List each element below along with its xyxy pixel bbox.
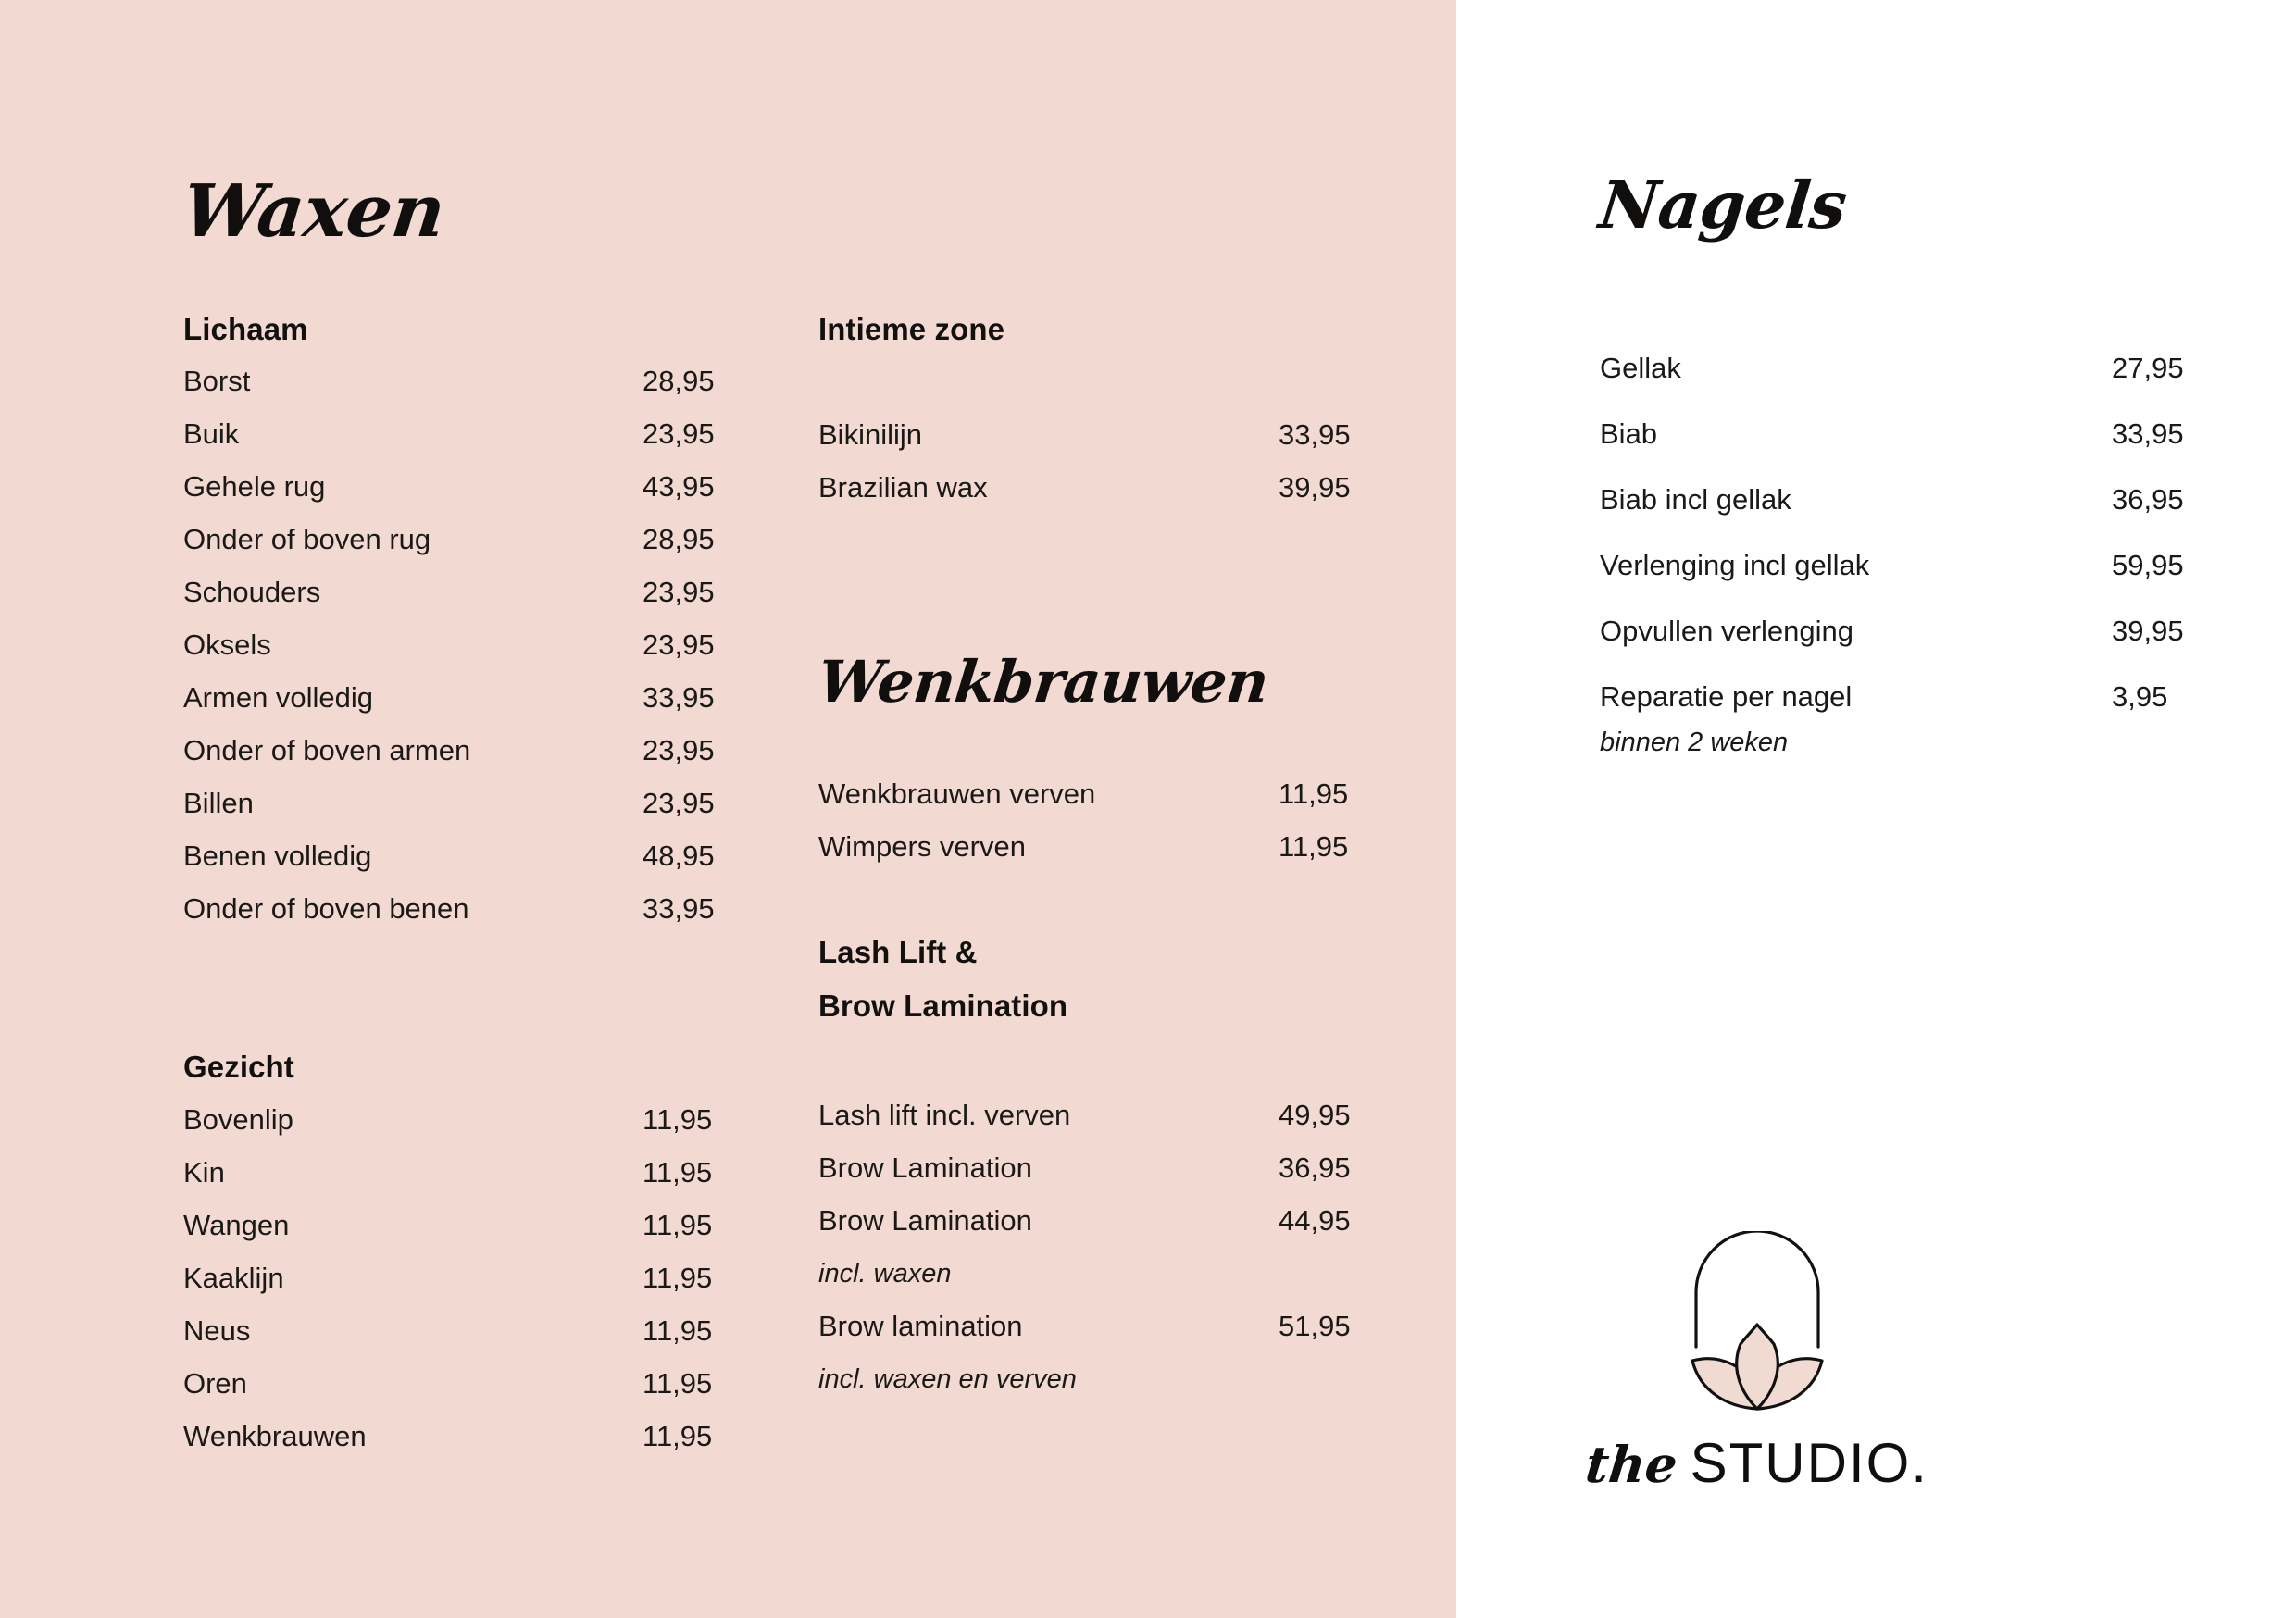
list-item — [183, 1365, 757, 1418]
lichaam-list — [183, 363, 757, 943]
list-item — [1600, 416, 2248, 481]
list-item — [818, 776, 1392, 828]
item-price: 11,95 — [643, 1156, 713, 1189]
item-price: 33,95 — [643, 681, 715, 714]
item-label: Gellak — [1600, 352, 1681, 384]
lash-lift-heading-line1: Lash Lift & — [818, 935, 978, 969]
item-price: 11,95 — [643, 1209, 713, 1241]
wenkbrauwen-list — [818, 776, 1392, 881]
logo-studio-text: STUDIO. — [1690, 1432, 1928, 1494]
item-price: 36,95 — [1279, 1151, 1351, 1184]
list-item — [183, 838, 757, 890]
item-price: 23,95 — [643, 734, 715, 766]
item-price: 23,95 — [643, 417, 715, 450]
item-price: 51,95 — [1279, 1310, 1351, 1342]
list-item — [183, 890, 757, 943]
item-label: Onder of boven benen — [183, 892, 469, 925]
list-item — [818, 469, 1392, 522]
list-item — [183, 521, 757, 574]
item-price: 59,95 — [2112, 549, 2184, 581]
item-label: Brow Lamination — [818, 1151, 1032, 1184]
item-label: Bovenlip — [183, 1103, 293, 1136]
list-item — [183, 1101, 757, 1154]
item-label: Benen volledig — [183, 840, 372, 872]
intieme-zone-heading: Intieme zone — [818, 312, 1005, 346]
item-label: Bikinilijn — [818, 418, 922, 451]
item-price: 23,95 — [643, 629, 715, 661]
list-item — [183, 1260, 757, 1313]
item-price: 28,95 — [643, 365, 715, 397]
item-price: 33,95 — [2112, 417, 2184, 450]
list-item — [183, 1207, 757, 1260]
list-item — [183, 416, 757, 468]
nagels-heading: Nagels — [1595, 167, 1851, 243]
item-label: Kaaklijn — [183, 1262, 284, 1294]
list-item — [1600, 481, 2248, 547]
item-price: 33,95 — [643, 892, 715, 925]
item-price: 23,95 — [643, 787, 715, 819]
item-label: Armen volledig — [183, 681, 374, 714]
item-label: Wimpers verven — [818, 830, 1026, 863]
list-item — [183, 574, 757, 627]
item-label: Lash lift incl. verven — [818, 1099, 1071, 1131]
lash-lift-heading-line2: Brow Lamination — [818, 989, 1068, 1023]
list-item — [1600, 547, 2248, 613]
item-note: incl. waxen en verven — [818, 1364, 1077, 1394]
item-price: 11,95 — [643, 1103, 713, 1136]
item-price: 48,95 — [643, 840, 715, 872]
list-item — [818, 417, 1392, 469]
wenkbrauwen-heading: Wenkbrauwen — [815, 648, 1272, 716]
item-label: Kin — [183, 1156, 225, 1189]
item-note: binnen 2 weken — [1600, 728, 1789, 757]
nagels-list — [1600, 350, 2248, 770]
item-label: Brazilian wax — [818, 471, 988, 504]
item-label: Biab incl gellak — [1600, 483, 1791, 516]
list-item — [1600, 613, 2248, 678]
gezicht-list — [183, 1101, 757, 1471]
item-price: 36,95 — [2112, 483, 2184, 516]
item-price: 11,95 — [1279, 830, 1349, 863]
logo-wordmark — [1582, 1431, 1928, 1495]
lash-lift-list — [818, 1097, 1392, 1413]
list-item — [183, 1154, 757, 1207]
item-label: Borst — [183, 365, 251, 397]
item-label: Wangen — [183, 1209, 290, 1241]
item-price: 3,95 — [2112, 680, 2168, 713]
list-item — [183, 627, 757, 679]
list-item — [1600, 350, 2248, 416]
lichaam-heading: Lichaam — [183, 312, 308, 346]
item-label: Buik — [183, 417, 240, 450]
brand-logo — [1582, 1231, 1928, 1495]
item-price: 39,95 — [2112, 615, 2184, 647]
list-item — [183, 1418, 757, 1471]
item-price: 23,95 — [643, 576, 715, 608]
list-item — [183, 785, 757, 838]
list-item — [818, 828, 1392, 881]
item-label: Onder of boven armen — [183, 734, 471, 766]
item-label: Reparatie per nagel — [1600, 680, 1853, 713]
item-label: Gehele rug — [183, 470, 326, 503]
item-label: Brow lamination — [818, 1310, 1023, 1342]
item-label: Oren — [183, 1367, 247, 1400]
item-price: 27,95 — [2112, 352, 2184, 384]
item-label: Oksels — [183, 629, 271, 661]
item-note: incl. waxen — [818, 1259, 952, 1288]
list-item — [818, 1308, 1392, 1361]
item-price: 39,95 — [1279, 471, 1351, 504]
list-item — [183, 1313, 757, 1365]
item-price: 11,95 — [643, 1367, 713, 1400]
item-price: 49,95 — [1279, 1099, 1351, 1131]
item-price: 44,95 — [1279, 1204, 1351, 1237]
item-label: Wenkbrauwen verven — [818, 778, 1096, 810]
list-item — [183, 468, 757, 521]
item-label: Biab — [1600, 417, 1658, 450]
list-item — [183, 363, 757, 416]
list-item — [818, 1150, 1392, 1202]
waxen-heading: Waxen — [179, 169, 449, 254]
item-price: 11,95 — [643, 1314, 713, 1347]
list-item — [818, 1097, 1392, 1150]
item-price: 11,95 — [643, 1420, 713, 1452]
item-price: 11,95 — [1279, 778, 1349, 810]
item-price: 11,95 — [643, 1262, 713, 1294]
list-item-note — [818, 1255, 1392, 1308]
list-item — [183, 732, 757, 785]
item-label: Wenkbrauwen — [183, 1420, 367, 1452]
item-label: Verlenging incl gellak — [1600, 549, 1870, 581]
lotus-arch-logo-icon — [1600, 1231, 1915, 1425]
item-label: Onder of boven rug — [183, 523, 431, 555]
item-price: 33,95 — [1279, 418, 1351, 451]
logo-the-text: the — [1582, 1435, 1680, 1494]
item-label: Brow Lamination — [818, 1204, 1032, 1237]
list-item — [183, 679, 757, 732]
item-label: Opvullen verlenging — [1600, 615, 1854, 647]
list-item-note — [818, 1361, 1392, 1413]
list-item — [818, 1202, 1392, 1255]
item-label: Neus — [183, 1314, 251, 1347]
item-label: Billen — [183, 787, 254, 819]
list-item-note — [1600, 724, 2248, 770]
item-label: Schouders — [183, 576, 321, 608]
item-price: 43,95 — [643, 470, 715, 503]
gezicht-heading: Gezicht — [183, 1050, 294, 1084]
intieme-zone-list — [818, 417, 1392, 522]
item-price: 28,95 — [643, 523, 715, 555]
